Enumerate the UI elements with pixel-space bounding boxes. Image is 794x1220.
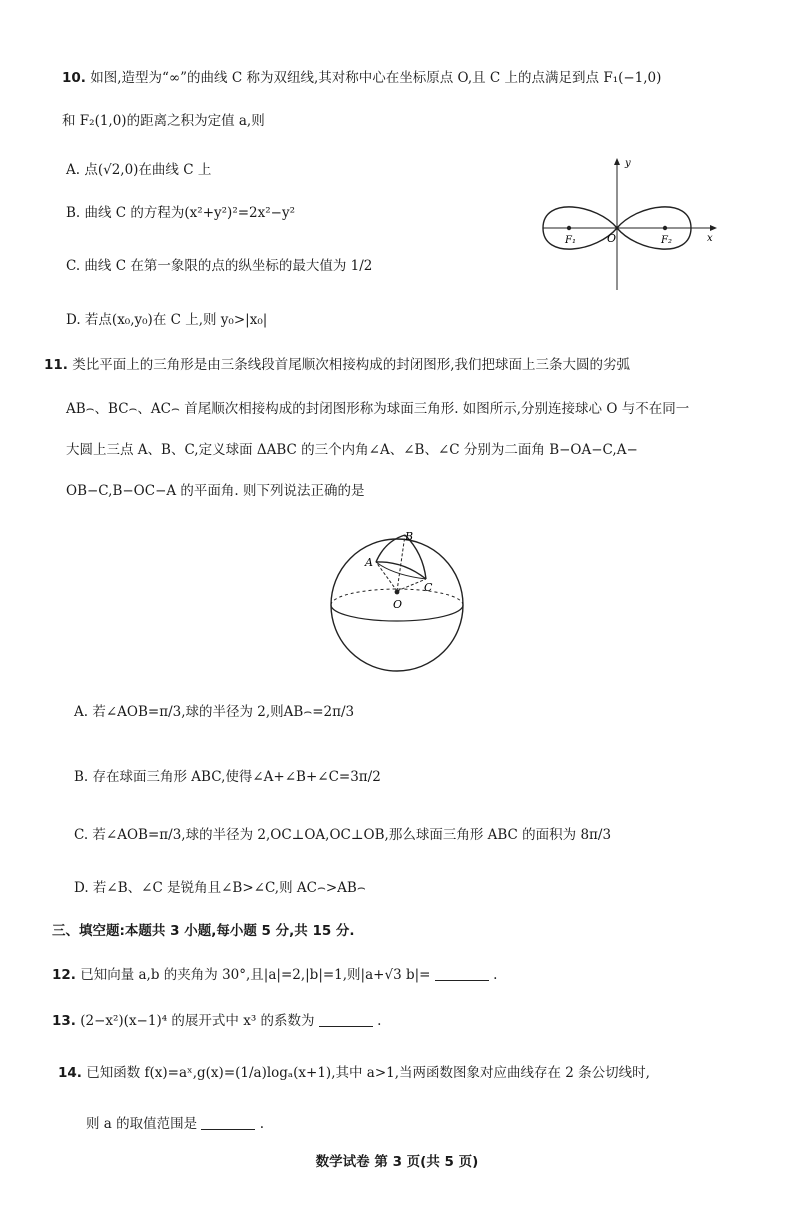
center-o-point bbox=[395, 590, 400, 595]
q10-stem-line1 bbox=[62, 68, 661, 88]
q14-text1: 已知函数 f(x)=aˣ,g(x)=(1/a)logₐ(x+1),其中 a>1,当两函数图象对应曲线存在 2 条公切线时, bbox=[86, 1065, 650, 1081]
center-o-label: O bbox=[393, 598, 403, 611]
q10-option-d: D. 若点(x₀,y₀)在 C 上,则 y₀>|x₀| bbox=[66, 312, 268, 328]
q13-text: (2−x²)(x−1)⁴ 的展开式中 x³ 的系数为 bbox=[80, 1013, 315, 1029]
q11-stem-line1 bbox=[44, 355, 630, 375]
q11-stem-line2: AB⌢、BC⌢、AC⌢ 首尾顺次相接构成的封闭图形称为球面三角形. 如图所示,分别连接球心 O 与不在同一 bbox=[66, 401, 690, 417]
q13-number: 13. bbox=[52, 1013, 76, 1029]
q10-stem-text1: 如图,造型为“∞”的曲线 C 称为双纽线,其对称中心在坐标原点 O,且 C 上的点满足到点 F₁(−1,0) bbox=[90, 70, 662, 86]
segment-ob bbox=[397, 535, 405, 591]
page-footer: 数学试卷 第 3 页(共 5 页) bbox=[315, 1154, 479, 1170]
section-3-heading: 三、填空题:本题共 3 小题,每小题 5 分,共 15 分. bbox=[52, 923, 355, 939]
f1-label: F₁ bbox=[565, 235, 576, 246]
q10-option-b: B. 曲线 C 的方程为(x²+y²)²=2x²−y² bbox=[66, 205, 296, 221]
q11-option-d: D. 若∠B、∠C 是锐角且∠B>∠C,则 AC⌢>AB⌢ bbox=[74, 880, 366, 896]
q12-number: 12. bbox=[52, 967, 76, 983]
y-axis-arrow bbox=[614, 158, 620, 165]
q12-line bbox=[52, 965, 497, 985]
q12-period: . bbox=[493, 967, 498, 983]
point-c-label: C bbox=[424, 581, 433, 594]
q14-line1 bbox=[58, 1063, 650, 1083]
q10-option-c: C. 曲线 C 在第一象限的点的纵坐标的最大值为 1/2 bbox=[66, 258, 373, 274]
y-axis-label: y bbox=[625, 158, 631, 169]
q11-option-c: C. 若∠AOB=π/3,球的半径为 2,OC⊥OA,OC⊥OB,那么球面三角形 ABC 的面积为 8π/3 bbox=[74, 827, 612, 843]
focus-f1-point bbox=[567, 226, 571, 230]
q14-period: . bbox=[259, 1116, 265, 1132]
q10-option-a: A. 点(√2,0)在曲线 C 上 bbox=[66, 162, 212, 178]
segment-oa bbox=[376, 562, 397, 591]
q14-number: 14. bbox=[58, 1065, 82, 1081]
q14-answer-blank[interactable] bbox=[201, 1115, 255, 1130]
q12-answer-blank[interactable] bbox=[435, 966, 489, 981]
point-a-label: A bbox=[365, 556, 373, 569]
q11-stem-line3: 大圆上三点 A、B、C,定义球面 ΔABC 的三个内角∠A、∠B、∠C 分别为二面角 B−OA−C,A− bbox=[66, 442, 638, 458]
q13-period: . bbox=[377, 1013, 382, 1029]
q11-stem-text1: 类比平面上的三角形是由三条线段首尾顺次相接构成的封闭图形,我们把球面上三条大圆的劣弧 bbox=[72, 357, 631, 373]
q11-number: 11. bbox=[44, 357, 68, 373]
lemniscate-figure bbox=[535, 150, 725, 295]
q14-line2 bbox=[86, 1114, 264, 1134]
x-axis-label: x bbox=[707, 233, 713, 244]
q13-line bbox=[52, 1011, 381, 1031]
x-axis-arrow bbox=[710, 225, 717, 231]
q10-stem-line2: 和 F₂(1,0)的距离之积为定值 a,则 bbox=[62, 113, 265, 129]
sphere-figure bbox=[325, 525, 475, 675]
origin-label: O bbox=[607, 232, 617, 245]
q12-text: 已知向量 a,b 的夹角为 30°,且|a|=2,|b|=1,则|a+√3 b|= bbox=[80, 967, 431, 983]
q10-number: 10. bbox=[62, 70, 86, 86]
q11-option-a: A. 若∠AOB=π/3,球的半径为 2,则AB⌢=2π/3 bbox=[74, 704, 355, 720]
q11-option-b: B. 存在球面三角形 ABC,使得∠A+∠B+∠C=3π/2 bbox=[74, 769, 381, 785]
q13-answer-blank[interactable] bbox=[319, 1012, 373, 1027]
point-b-label: B bbox=[405, 530, 414, 543]
focus-f2-point bbox=[663, 226, 667, 230]
q11-stem-line4: OB−C,B−OC−A 的平面角. 则下列说法正确的是 bbox=[66, 483, 365, 499]
q14-text2: 则 a 的取值范围是 bbox=[86, 1116, 198, 1132]
f2-label: F₂ bbox=[661, 235, 672, 246]
